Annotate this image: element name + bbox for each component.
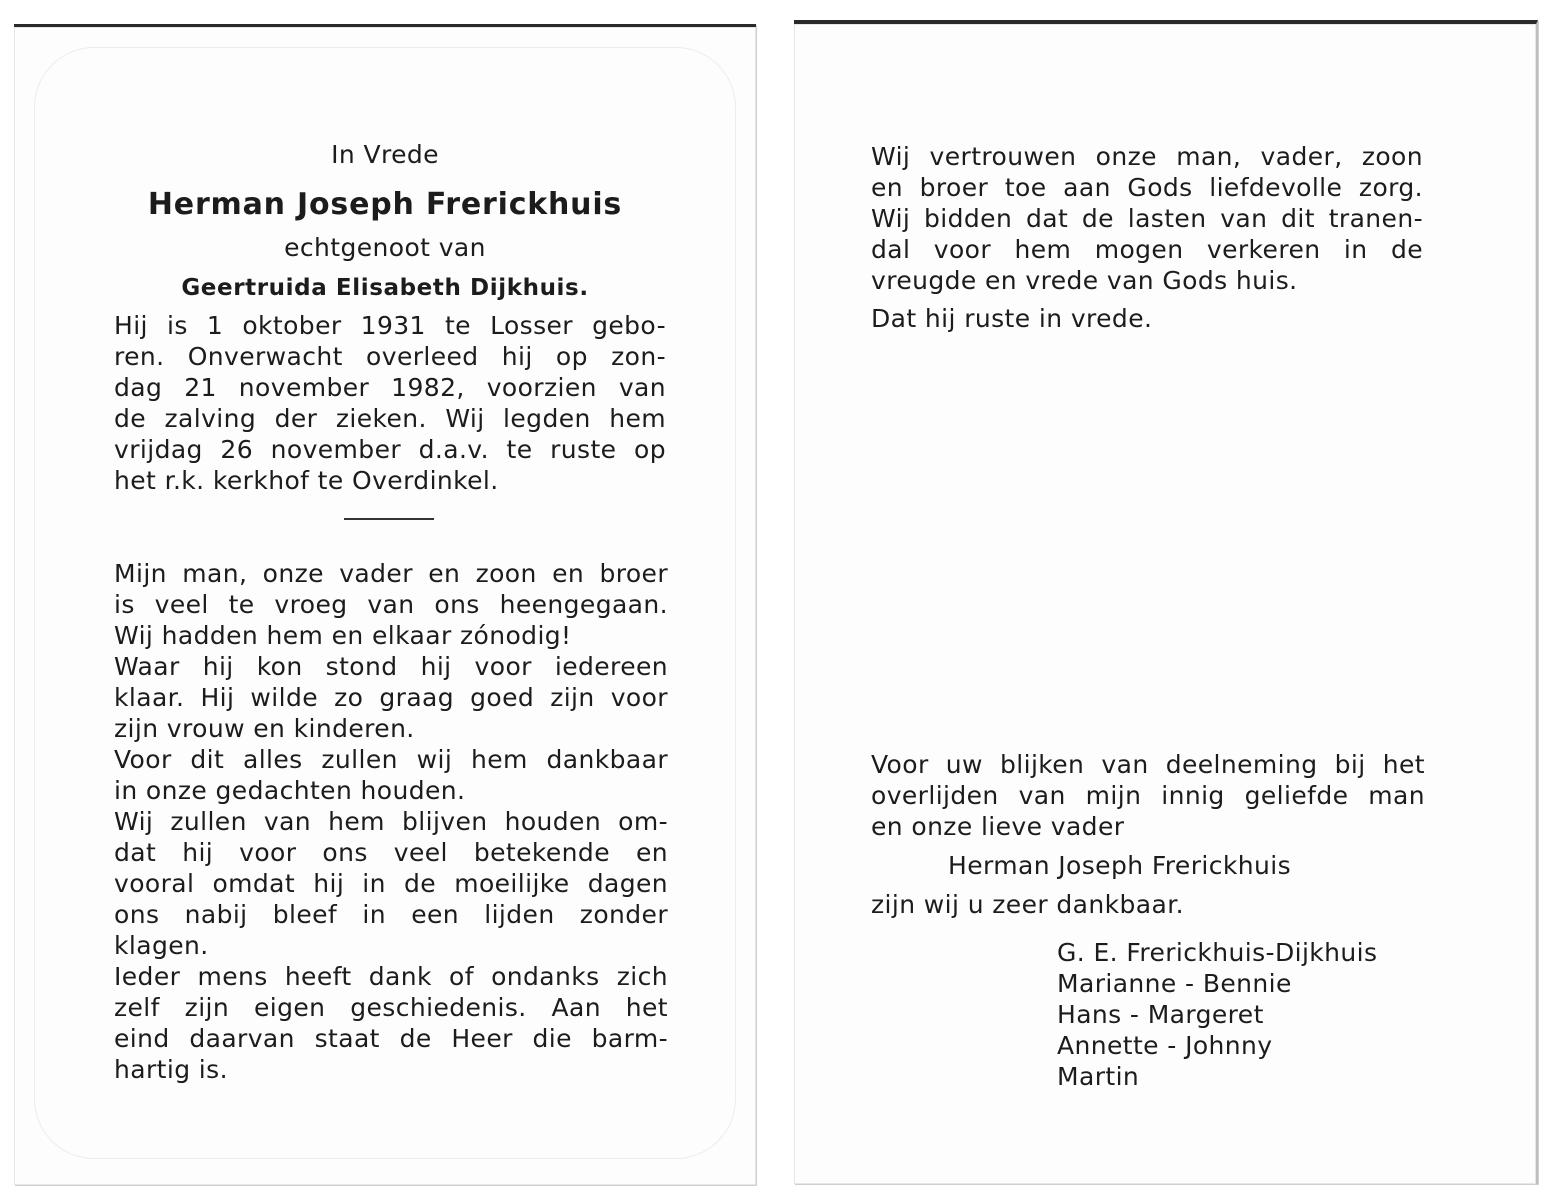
poem-line: hartig is. bbox=[114, 1055, 228, 1084]
deceased-name: Herman Joseph Frerickhuis bbox=[147, 187, 623, 222]
poem-line: Wij hadden hem en elkaar zónodig! bbox=[114, 621, 572, 650]
memorial-card-right bbox=[794, 20, 1538, 1184]
poem-line: eind daarvan staat de Heer die barm- bbox=[114, 1024, 668, 1053]
thanks-deceased-name: Herman Joseph Frerickhuis bbox=[948, 851, 1291, 880]
poem-line: ons nabij bleef in een lijden zonder bbox=[114, 900, 668, 929]
family-member: Hans - Margeret bbox=[1057, 1000, 1264, 1029]
memorial-card-left bbox=[14, 24, 756, 1185]
prayer-line: dal voor hem mogen verkeren in de bbox=[871, 235, 1423, 264]
family-member: Martin bbox=[1057, 1062, 1140, 1091]
family-member: Marianne - Bennie bbox=[1057, 969, 1292, 998]
prayer-line: vreugde en vrede van Gods huis. bbox=[871, 266, 1298, 295]
poem-line: vooral omdat hij in de moeilijke dagen bbox=[114, 869, 668, 898]
thanks-line: en onze lieve vader bbox=[871, 812, 1125, 841]
family-member: G. E. Frerickhuis-Dijkhuis bbox=[1057, 938, 1378, 967]
poem-line: zelf zijn eigen geschiedenis. Aan het bbox=[114, 993, 668, 1022]
biography-line: vrijdag 26 november d.a.v. te ruste op bbox=[114, 435, 666, 464]
spouse-name: Geertruida Elisabeth Dijkhuis. bbox=[181, 275, 589, 301]
biography-line: de zalving der zieken. Wij legden hem bbox=[114, 404, 666, 433]
poem-line: Wij zullen van hem blijven houden om- bbox=[114, 807, 668, 836]
prayer-line: Wij bidden dat de lasten van dit tranen- bbox=[871, 204, 1423, 233]
prayer-line: Wij vertrouwen onze man, vader, zoon bbox=[871, 142, 1423, 171]
poem-line: in onze gedachten houden. bbox=[114, 776, 466, 805]
biography-line: het r.k. kerkhof te Overdinkel. bbox=[114, 466, 499, 495]
biography-line: Hij is 1 oktober 1931 te Losser gebo- bbox=[114, 311, 666, 340]
biography-line: dag 21 november 1982, voorzien van bbox=[114, 373, 666, 402]
divider-rule bbox=[344, 518, 434, 520]
poem-line: Mijn man, onze vader en zoon en broer bbox=[114, 559, 668, 588]
header-in-vrede: In Vrede bbox=[331, 140, 439, 169]
thanks-line: overlijden van mijn innig geliefde man bbox=[871, 781, 1425, 810]
relation-text: echtgenoot van bbox=[284, 233, 486, 262]
thanks-closing: zijn wij u zeer dankbaar. bbox=[871, 890, 1184, 919]
poem-line: Waar hij kon stond hij voor iedereen bbox=[114, 652, 668, 681]
prayer-line: en broer toe aan Gods liefdevolle zorg. bbox=[871, 173, 1423, 202]
poem-line: Voor dit alles zullen wij hem dankbaar bbox=[114, 745, 668, 774]
poem-line: dat hij voor ons veel betekende en bbox=[114, 838, 668, 867]
poem-line: klaar. Hij wilde zo graag goed zijn voor bbox=[114, 683, 668, 712]
biography-line: ren. Onverwacht overleed hij op zon- bbox=[114, 342, 666, 371]
family-member: Annette - Johnny bbox=[1057, 1031, 1273, 1060]
poem-line: is veel te vroeg van ons heengegaan. bbox=[114, 590, 668, 619]
closing-line: Dat hij ruste in vrede. bbox=[871, 304, 1153, 333]
poem-line: klagen. bbox=[114, 931, 209, 960]
poem-line: Ieder mens heeft dank of ondanks zich bbox=[114, 962, 668, 991]
poem-line: zijn vrouw en kinderen. bbox=[114, 714, 415, 743]
thanks-line: Voor uw blijken van deelneming bij het bbox=[871, 750, 1425, 779]
